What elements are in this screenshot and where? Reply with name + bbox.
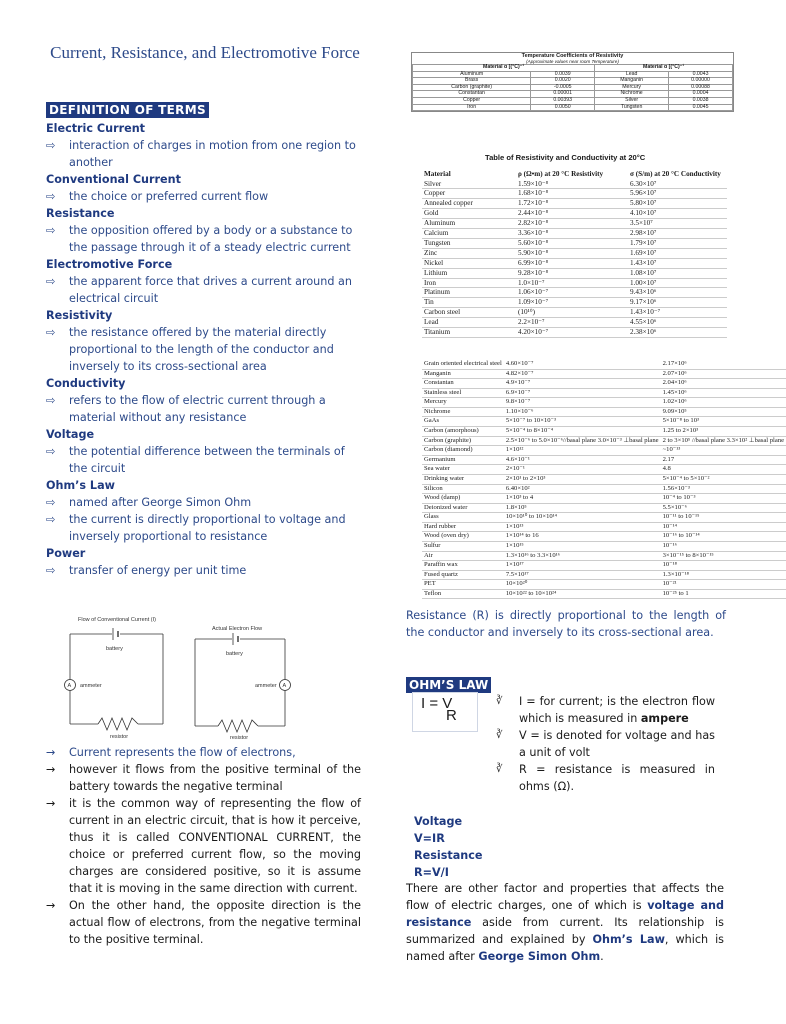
table-cell: 2 to 3×10⁵ //basal plane 3.3×10² ⊥basal plane	[661, 436, 786, 446]
definition-item	[46, 120, 366, 171]
definition-text: transfer of energy per unit time	[69, 564, 247, 577]
table-cell: 0.0043	[669, 71, 733, 78]
table-cell: 5.60×10⁻⁸	[518, 238, 549, 247]
table-cell: 4.9×10⁻⁷	[504, 379, 661, 389]
table-cell: 0.0020	[531, 78, 595, 85]
page-title: Current, Resistance, and Electromotive Force	[50, 43, 360, 62]
table-cell: 4.60×10⁻⁷	[504, 360, 661, 369]
table-cell: 6.99×10⁻⁸	[518, 258, 549, 267]
table-row	[422, 474, 786, 484]
table-cell: 10×10²⁰	[504, 580, 661, 590]
table-cell: 2.07×10⁶	[661, 369, 786, 379]
arrow-icon: →	[46, 746, 56, 759]
term-label: Conductivity	[46, 377, 126, 390]
table-cell: Wood (oven dry)	[422, 532, 504, 542]
table-row	[422, 561, 786, 571]
table-row	[422, 278, 727, 288]
table-cell: Hard rubber	[422, 522, 504, 532]
ammeter-label: ammeter	[255, 683, 277, 689]
table-cell: Platinum	[424, 288, 450, 297]
table-row	[422, 248, 727, 258]
table-row	[422, 209, 727, 219]
arrow-icon: ⇨	[46, 564, 56, 577]
table-cell: 2×10⁻¹	[504, 465, 661, 475]
circuit-diagrams	[60, 614, 300, 739]
table-cell: Constantan	[422, 379, 504, 389]
table-row	[422, 318, 727, 328]
table-cell: 4.82×10⁻⁷	[504, 369, 661, 379]
table-row	[422, 398, 786, 408]
table-cell: 10⁻¹⁶ to 10⁻¹⁴	[661, 532, 786, 542]
table-cell: ~10⁻¹³	[661, 446, 786, 456]
table-cell: 1.06×10⁻⁷	[518, 288, 549, 297]
table-title: Temperature Coefficients of Resistivity	[521, 53, 624, 59]
table-row	[422, 522, 786, 532]
conventional-current-circuit	[65, 617, 164, 740]
table-cell: 4.6×10⁻¹	[504, 455, 661, 465]
table-cell: 1×10¹⁷	[504, 561, 661, 571]
table-cell: 4.55×10⁶	[630, 318, 657, 327]
definition-item	[46, 307, 366, 375]
table-cell: Carbon steel	[424, 308, 461, 317]
table-cell: Paraffin wax	[422, 561, 504, 571]
table-cell: 1.43×10⁻⁷	[630, 308, 661, 317]
table-cell: Manganin	[422, 369, 504, 379]
table-cell: 1.56×10⁻³	[661, 484, 786, 494]
ohms-law-list	[493, 693, 715, 795]
table-cell: 1.00×10⁷	[630, 278, 657, 287]
table-cell: 1.69×10⁷	[630, 248, 657, 257]
table-row	[413, 71, 733, 78]
table-cell: Zinc	[424, 248, 438, 257]
meter-symbol: A	[282, 683, 287, 689]
table-cell: 7.5×10¹⁷	[504, 570, 661, 580]
table-row	[422, 436, 786, 446]
table-cell: 5.80×10⁷	[630, 199, 657, 208]
table-cell: 9.43×10⁶	[630, 288, 657, 297]
term-label: Power	[46, 547, 86, 560]
table-cell: Calcium	[424, 229, 449, 238]
table-cell: 2.5×10⁻⁶ to 5.0×10⁻⁶//basal plane 3.0×10⁻³ ⊥basal plane	[504, 436, 661, 446]
table-cell: 1.25 to 2×10³	[661, 427, 786, 437]
table-cell: 2.44×10⁻⁸	[518, 209, 549, 218]
definitions-heading: DEFINITION OF TERMS	[46, 102, 209, 118]
table-cell: 10⁻¹⁸	[661, 561, 786, 571]
table-cell: 0.0038	[669, 97, 733, 104]
table-cell: -0.0005	[531, 84, 595, 91]
table-cell: 5.96×10⁷	[630, 189, 657, 198]
table-cell: 2.17×10⁶	[661, 360, 786, 369]
table-row	[422, 427, 786, 437]
table-cell: Iron	[424, 278, 436, 287]
table-cell: Silver	[595, 97, 669, 104]
table-row	[422, 551, 786, 561]
definition-text: named after George Simon Ohm	[69, 496, 252, 509]
table-cell: Stainless steel	[422, 388, 504, 398]
term-label: Electric Current	[46, 122, 146, 135]
table-cell: Germanium	[422, 455, 504, 465]
table-row	[422, 465, 786, 475]
arrow-icon: ⇨	[46, 513, 56, 526]
term-label: Resistivity	[46, 309, 113, 322]
table-cell: 10×10²² to 10×10²⁴	[504, 589, 661, 599]
table-cell: Air	[422, 551, 504, 561]
formula: V=IR	[414, 832, 445, 845]
ohms-law-heading: OHM’S LAW	[406, 677, 491, 693]
table-cell: 10⁻²⁵ to 1	[661, 589, 786, 599]
table-row	[422, 308, 727, 318]
table-cell: 5.5×10⁻⁶	[661, 503, 786, 513]
table-row	[422, 238, 727, 248]
battery-label: battery	[226, 651, 243, 657]
table-cell: 2.82×10⁻⁸	[518, 219, 549, 228]
table-cell: Lead	[595, 71, 669, 78]
table-cell: 1.45×10⁶	[661, 388, 786, 398]
table-row	[422, 484, 786, 494]
table-cell: GaAs	[422, 417, 504, 427]
table-row	[422, 407, 786, 417]
circuit-left-title: Flow of Conventional Current (I)	[78, 617, 156, 623]
table-cell: Gold	[424, 209, 439, 218]
table-cell: 1.59×10⁻⁸	[518, 179, 549, 188]
term-label: Voltage	[46, 428, 95, 441]
definition-item	[46, 171, 366, 205]
table-cell: Carbon (amorphous)	[422, 427, 504, 437]
definition-item	[46, 375, 366, 426]
table-cell: 9.8×10⁻⁷	[504, 398, 661, 408]
table-cell: Teflon	[422, 589, 504, 599]
table-row	[422, 455, 786, 465]
table-cell: 3.36×10⁻⁸	[518, 229, 549, 238]
table-cell: 2.04×10⁶	[661, 379, 786, 389]
resistor-icon	[98, 718, 138, 730]
table-row	[422, 298, 727, 308]
table-row	[422, 258, 727, 268]
definition-item	[46, 477, 366, 545]
arrow-icon: ⇨	[46, 394, 56, 407]
arrow-icon: →	[46, 899, 56, 912]
term-label: Conventional Current	[46, 173, 181, 186]
list-item: ∛ R = resistance is measured in ohms (Ω).	[496, 763, 715, 793]
definition-text: the apparent force that drives a current around an electrical circuit	[69, 275, 352, 305]
definition-item	[46, 256, 366, 307]
table-row	[422, 532, 786, 542]
formula-list	[414, 813, 482, 881]
table-cell: 3.5×10⁷	[630, 219, 653, 228]
electron-flow-circuit	[195, 626, 291, 741]
table-cell: Iron	[413, 104, 531, 111]
table-cell: 2.98×10⁷	[630, 229, 657, 238]
table-cell: Constantan	[413, 91, 531, 98]
bullet-icon: ∛	[496, 730, 503, 741]
table-cell: Deionized water	[422, 503, 504, 513]
resistivity-table-continued	[422, 360, 786, 599]
resistivity-table-title: Table of Resistivity and Conductivity at 20°C	[485, 153, 646, 162]
definition-item	[46, 545, 366, 579]
table-cell: 0.00088	[669, 84, 733, 91]
formula-label: Resistance	[414, 849, 483, 862]
battery-label: battery	[106, 646, 123, 652]
table-cell: 6.9×10⁻⁷	[504, 388, 661, 398]
circuit-right-title: Actual Electron Flow	[212, 626, 263, 632]
table-cell: 1.09×10⁻⁷	[518, 298, 549, 307]
table-row	[422, 268, 727, 278]
table-row	[422, 388, 786, 398]
table-cell: 0.00393	[531, 97, 595, 104]
table-row	[422, 446, 786, 456]
definition-text: refers to the flow of electric current through a material without any resistance	[69, 394, 326, 424]
table-cell: 0.0045	[669, 104, 733, 111]
table-cell: 4.10×10⁷	[630, 209, 657, 218]
table-cell: 5×10⁻⁴ to 8×10⁻⁴	[504, 427, 661, 437]
table-row	[422, 589, 786, 599]
table-cell: Lead	[424, 318, 439, 327]
table-cell: 10⁻²¹	[661, 580, 786, 590]
table-cell: 6.40×10²	[504, 484, 661, 494]
table-cell: 6.30×10⁷	[630, 179, 657, 188]
table-cell: 1.3×10¹⁶ to 3.3×10¹⁶	[504, 551, 661, 561]
table-row	[422, 229, 727, 239]
table-cell: Copper	[424, 189, 446, 198]
list-item: ∛ V = is denoted for voltage and has a unit of volt	[496, 729, 715, 759]
table-header: Material α [(°C)⁻¹	[595, 65, 733, 72]
table-cell: 10×10¹⁰ to 10×10¹⁴	[504, 513, 661, 523]
table-row	[422, 513, 786, 523]
definition-text: the potential difference between the terminals of the circuit	[69, 445, 345, 475]
formula-label: Voltage	[414, 815, 463, 828]
table-cell: Wood (damp)	[422, 494, 504, 504]
note-item: → Current represents the flow of electrons,	[46, 746, 296, 759]
term-label: Electromotive Force	[46, 258, 173, 271]
arrow-icon: ⇨	[46, 224, 56, 237]
table-row	[422, 360, 786, 369]
resistor-icon	[218, 720, 258, 732]
table-row	[422, 288, 727, 298]
table-row	[413, 91, 733, 98]
table-row	[422, 328, 727, 338]
table-cell: 1×10¹³	[504, 522, 661, 532]
definition-text: the choice or preferred current flow	[69, 190, 269, 203]
table-cell: 2.17	[661, 455, 786, 465]
formula-denominator: R	[446, 707, 457, 724]
definitions-list	[46, 120, 366, 579]
table-cell: 1.8×10⁵	[504, 503, 661, 513]
table-row	[422, 180, 727, 189]
table-cell: 0.00001	[531, 91, 595, 98]
table-cell: Nickel	[424, 258, 444, 267]
table-row	[422, 189, 727, 199]
table-cell: 1.10×10⁻⁶	[504, 407, 661, 417]
table-cell: 1.3×10⁻¹⁸	[661, 570, 786, 580]
table-row	[422, 503, 786, 513]
table-row	[413, 97, 733, 104]
table-cell: Drinking water	[422, 474, 504, 484]
table-cell: 1×10¹⁵	[504, 541, 661, 551]
table-cell: (10¹⁰)	[518, 308, 536, 317]
table-cell: Brass	[413, 78, 531, 85]
table-cell: 3×10⁻¹⁵ to 8×10⁻¹⁵	[661, 551, 786, 561]
table-cell: 1.08×10⁷	[630, 268, 657, 277]
table-cell: Aluminum	[424, 219, 456, 228]
table-cell: 1×10¹⁴ to 16	[504, 532, 661, 542]
arrow-icon: ⇨	[46, 139, 56, 152]
table-cell: 10⁻¹¹ to 10⁻¹⁵	[661, 513, 786, 523]
table-cell: Glass	[422, 513, 504, 523]
table-cell: 10⁻¹⁶	[661, 541, 786, 551]
table-row	[422, 580, 786, 590]
table-cell: Carbon (graphite)	[413, 84, 531, 91]
formula-numerator: I = V	[421, 695, 453, 712]
table-cell: Carbon (diamond)	[422, 446, 504, 456]
table-cell: 2×10¹ to 2×10³	[504, 474, 661, 484]
table-cell: Mercury	[422, 398, 504, 408]
table-cell: Nichrome	[422, 407, 504, 417]
arrow-icon: ⇨	[46, 275, 56, 288]
resistor-label: resistor	[110, 734, 129, 740]
table-cell: Sulfur	[422, 541, 504, 551]
table-cell: 1.02×10⁶	[661, 398, 786, 408]
table-cell: 2.38×10⁶	[630, 328, 657, 337]
table-cell: Aluminum	[413, 71, 531, 78]
table-cell: 5.90×10⁻⁸	[518, 248, 549, 257]
table-cell: 1.79×10⁷	[630, 238, 657, 247]
definition-text: the current is directly proportional to voltage and inversely proportional to resistance	[69, 513, 346, 543]
meter-symbol: A	[67, 683, 72, 689]
table-subtitle: (Approximate values near room Temperature)	[526, 59, 619, 64]
table-row	[422, 369, 786, 379]
table-cell: PET	[422, 580, 504, 590]
table-cell: 0.0050	[531, 104, 595, 111]
table-cell: Tin	[424, 298, 434, 307]
table-cell: Tungsten	[595, 104, 669, 111]
bullet-icon: ∛	[496, 764, 503, 775]
table-cell: 1.43×10⁷	[630, 258, 657, 267]
formula: R=V/I	[414, 866, 449, 879]
table-cell: 0.00000	[669, 78, 733, 85]
arrow-icon: →	[46, 797, 56, 810]
table-cell: Titanium	[424, 328, 451, 337]
table-row	[413, 104, 733, 111]
definition-text: the resistance offered by the material directly proportional to the length of the conductor and inversely to its cross-sectional area	[69, 326, 334, 373]
current-notes	[46, 744, 361, 948]
table-row	[422, 417, 786, 427]
table-cell: Grain oriented electrical steel	[422, 360, 504, 369]
bullet-icon: ∛	[496, 696, 503, 707]
table-cell: 10⁻¹⁴	[661, 522, 786, 532]
table-header: ρ (Ω•m) at 20 °C Resistivity	[518, 170, 604, 178]
table-cell: 1×10³ to 4	[504, 494, 661, 504]
table-header: σ (S/m) at 20 °C Conductivity	[630, 170, 721, 178]
arrow-icon: →	[46, 763, 56, 776]
table-cell: 1.72×10⁻⁸	[518, 199, 549, 208]
table-cell: 0.0039	[531, 71, 595, 78]
table-cell: 5×10⁻⁷ to 10×10⁻³	[504, 417, 661, 427]
temperature-coefficient-table	[411, 52, 734, 112]
ammeter-label: ammeter	[80, 683, 102, 689]
table-cell: 0.0004	[669, 91, 733, 98]
table-cell: 1.68×10⁻⁸	[518, 189, 549, 198]
table-row	[422, 199, 727, 209]
arrow-icon: ⇨	[46, 496, 56, 509]
definition-text: interaction of charges in motion from one region to another	[69, 139, 356, 169]
term-label: Ohm’s Law	[46, 479, 115, 492]
table-row	[422, 219, 727, 229]
note-item: → it is the common way of representing the flow of current in an electric circuit, that is how it perceive, thus it is called CONVENTIONAL CURRENT, the choice or preferred current flow, so the moving charges are considered positive, so it is assume that it is moving in the same direction with current.	[46, 797, 361, 895]
arrow-icon: ⇨	[46, 326, 56, 339]
definition-item	[46, 205, 366, 256]
table-cell: Lithium	[424, 268, 448, 277]
table-cell: Nichrome	[595, 91, 669, 98]
table-header: Material α [(°C)⁻¹	[413, 65, 595, 72]
table-header: Material	[424, 170, 451, 178]
resistance-paragraph: Resistance (R) is directly proportional to the length of the conductor and inversely to its cross-sectional area.	[406, 609, 726, 639]
table-cell: 5×10⁻⁸ to 10³	[661, 417, 786, 427]
table-cell: 9.28×10⁻⁸	[518, 268, 549, 277]
table-cell: Tungsten	[424, 238, 451, 247]
arrow-icon: ⇨	[46, 190, 56, 203]
table-row	[422, 379, 786, 389]
list-item: ∛ I = for current; is the electron flow which is measured in ampere	[496, 695, 715, 725]
note-item: → however it flows from the positive terminal of the battery towards the negative terminal	[46, 763, 361, 793]
table-cell: Manganin	[595, 78, 669, 85]
table-cell: Mercury	[595, 84, 669, 91]
table-cell: 4.20×10⁻⁷	[518, 328, 549, 337]
table-cell: 1.0×10⁻⁷	[518, 278, 545, 287]
resistor-label: resistor	[230, 735, 249, 741]
table-cell: Silver	[424, 179, 442, 188]
table-cell: Fused quartz	[422, 570, 504, 580]
ohms-law-paragraph: There are other factor and properties that affects the flow of electric charges, one of which is voltage and resistance aside from current. Its relationship is summarized and explained by Ohm’s Law, which is named after George Simon Ohm.	[406, 882, 725, 963]
table-cell: 4.8	[661, 465, 786, 475]
table-cell: 1×10¹²	[504, 446, 661, 456]
table-cell: 5×10⁻⁴ to 5×10⁻²	[661, 474, 786, 484]
table-cell: 10⁻⁴ to 10⁻³	[661, 494, 786, 504]
table-row	[422, 494, 786, 504]
definition-text: the opposition offered by a body or a substance to the passage through it of a steady electric current	[69, 224, 353, 254]
term-label: Resistance	[46, 207, 115, 220]
arrow-icon: ⇨	[46, 445, 56, 458]
resistivity-table	[422, 170, 727, 338]
table-row	[422, 570, 786, 580]
note-item: → On the other hand, the opposite direction is the actual flow of electrons, from the negative terminal to the positive terminal.	[46, 899, 361, 946]
table-cell: Annealed copper	[424, 199, 473, 208]
table-row	[422, 541, 786, 551]
table-cell: 2.2×10⁻⁷	[518, 318, 545, 327]
table-cell: 9.09×10⁵	[661, 407, 786, 417]
ohms-law-formula	[412, 692, 478, 732]
definition-item	[46, 426, 366, 477]
table-cell: Copper	[413, 97, 531, 104]
table-cell: Carbon (graphite)	[422, 436, 504, 446]
table-cell: Sea water	[422, 465, 504, 475]
table-cell: Silicon	[422, 484, 504, 494]
table-cell: 9.17×10⁶	[630, 298, 657, 307]
